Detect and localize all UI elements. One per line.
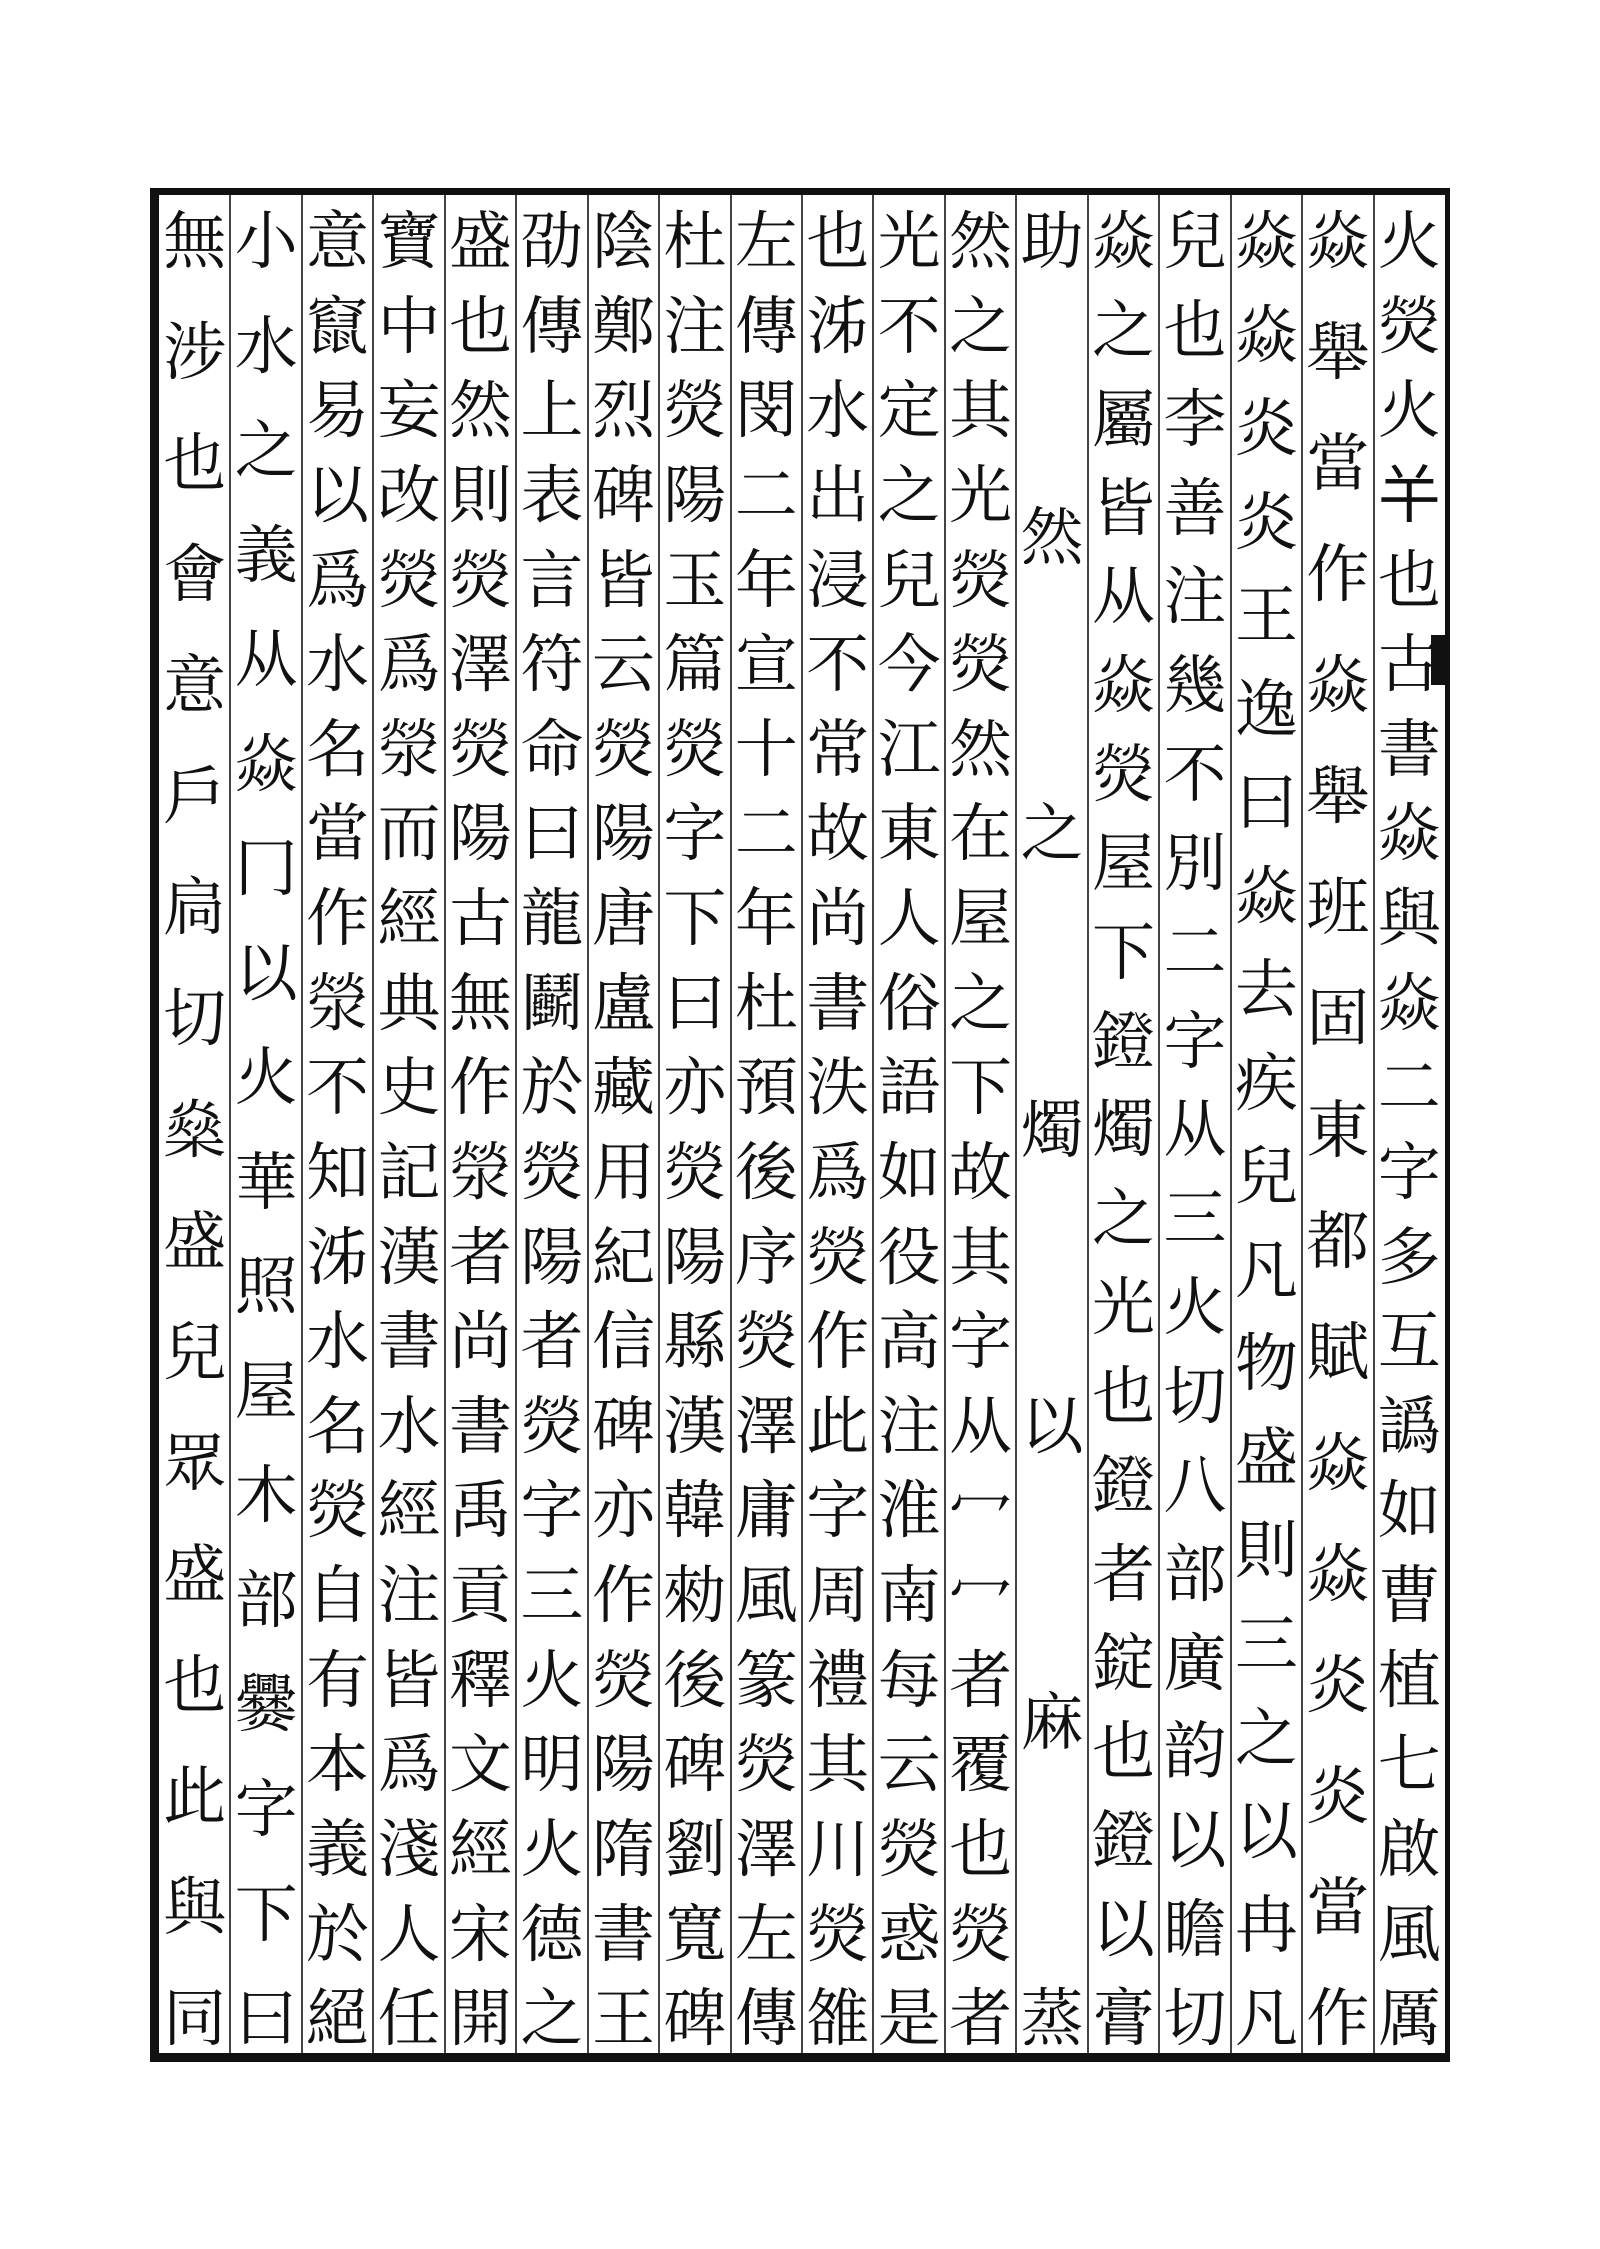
column-rule	[1230, 195, 1232, 2053]
text-column: 兒 也 李 善 注 幾 不 別 二 字 从 三 火 切 八 部 廣 韵 以 瞻 切	[1163, 205, 1227, 2055]
column-rule	[1087, 195, 1089, 2053]
text-column: 光 不 定 之 兒 今 江 東 人 俗 語 如 役 高 注 淮 南 每 云 熒 惑 是	[877, 205, 941, 2056]
column-rule	[301, 195, 303, 2053]
text-column: 左 傳 閔 二 年 宣 十 二 年 杜 預 後 序 熒 澤 庸 風 篆 熒 澤 左 傳	[734, 205, 798, 2056]
column-rule	[1015, 195, 1017, 2053]
text-frame	[150, 188, 1450, 2062]
text-column: 陰 鄭 烈 碑 皆 云 熒 陽 唐 盧 藏 用 紀 信 碑 亦 作 熒 陽 隋 書 王	[591, 205, 655, 2056]
column-rule	[944, 195, 946, 2053]
text-column: 焱 舉 當 作 焱 舉 班 固 東 都 賦 焱 焱 炎 炎 當 作	[1306, 205, 1370, 2055]
text-column: 助 然 之 燭 以 麻 蒸	[1020, 205, 1084, 2056]
column-rule	[1301, 195, 1303, 2053]
text-column: 也 泲 水 出 浸 不 常 故 尚 書 泆 爲 熒 作 此 字 周 禮 其 川 熒 雒	[806, 205, 870, 2056]
column-rule	[229, 195, 231, 2053]
text-column: 無 涉 也 會 意 戶 扃 切 燊 盛 兒 眾 盛 也 此 與 同	[163, 205, 227, 2055]
text-column: 盛 也 然 則 熒 澤 熒 陽 古 無 作 滎 者 尚 書 禹 貢 釋 文 經 宋 開	[449, 205, 512, 2056]
column-rule	[515, 195, 517, 2053]
text-column: 焱 焱 炎 炎 王 逸 曰 焱 去 疾 兒 凡 物 盛 則 三 之 以 冉 凡	[1234, 205, 1298, 2056]
text-column: 然 之 其 光 熒 熒 然 在 屋 之 下 故 其 字 从 冖 冖 者 覆 也 熒 者	[949, 205, 1013, 2056]
text-column: 小 水 之 義 从 焱 冂 以 火 華 照 屋 木 部 爨 字 下 曰	[234, 205, 298, 2056]
column-rule	[587, 195, 589, 2053]
column-rule	[658, 195, 660, 2053]
text-column: 劭 傳 上 表 言 符 命 曰 龍 鬬 於 熒 陽 者 熒 字 三 火 明 火 德 之	[520, 205, 584, 2056]
text-column: 寶 中 妄 改 熒 爲 滎 而 經 典 史 記 漢 書 水 經 注 皆 爲 淺 人 任	[377, 205, 441, 2056]
column-rule	[1373, 195, 1375, 2053]
column-rule	[1158, 195, 1160, 2053]
column-rule	[801, 195, 803, 2053]
column-rule	[372, 195, 374, 2053]
column-rule	[872, 195, 874, 2053]
text-column: 焱 之 屬 皆 从 焱 熒 屋 下 鐙 燭 之 光 也 鐙 者 錠 也 鐙 以 膏	[1092, 205, 1155, 2055]
column-rule	[444, 195, 446, 2053]
column-rule	[730, 195, 732, 2053]
text-column: 杜 注 熒 陽 玉 篇 熒 字 下 曰 亦 熒 陽 縣 漢 韓 勑 後 碑 劉 寬 碑	[663, 205, 727, 2056]
text-column: 火 熒 火 𢆉 也 古 書 焱 與 焱 二 字 多 互 譌 如 曹 植 七 啟 風 厲	[1377, 205, 1441, 2056]
text-column: 意 竄 易 以 爲 水 名 當 作 滎 不 知 泲 水 名 熒 自 有 本 義 於 絕	[306, 205, 370, 2056]
